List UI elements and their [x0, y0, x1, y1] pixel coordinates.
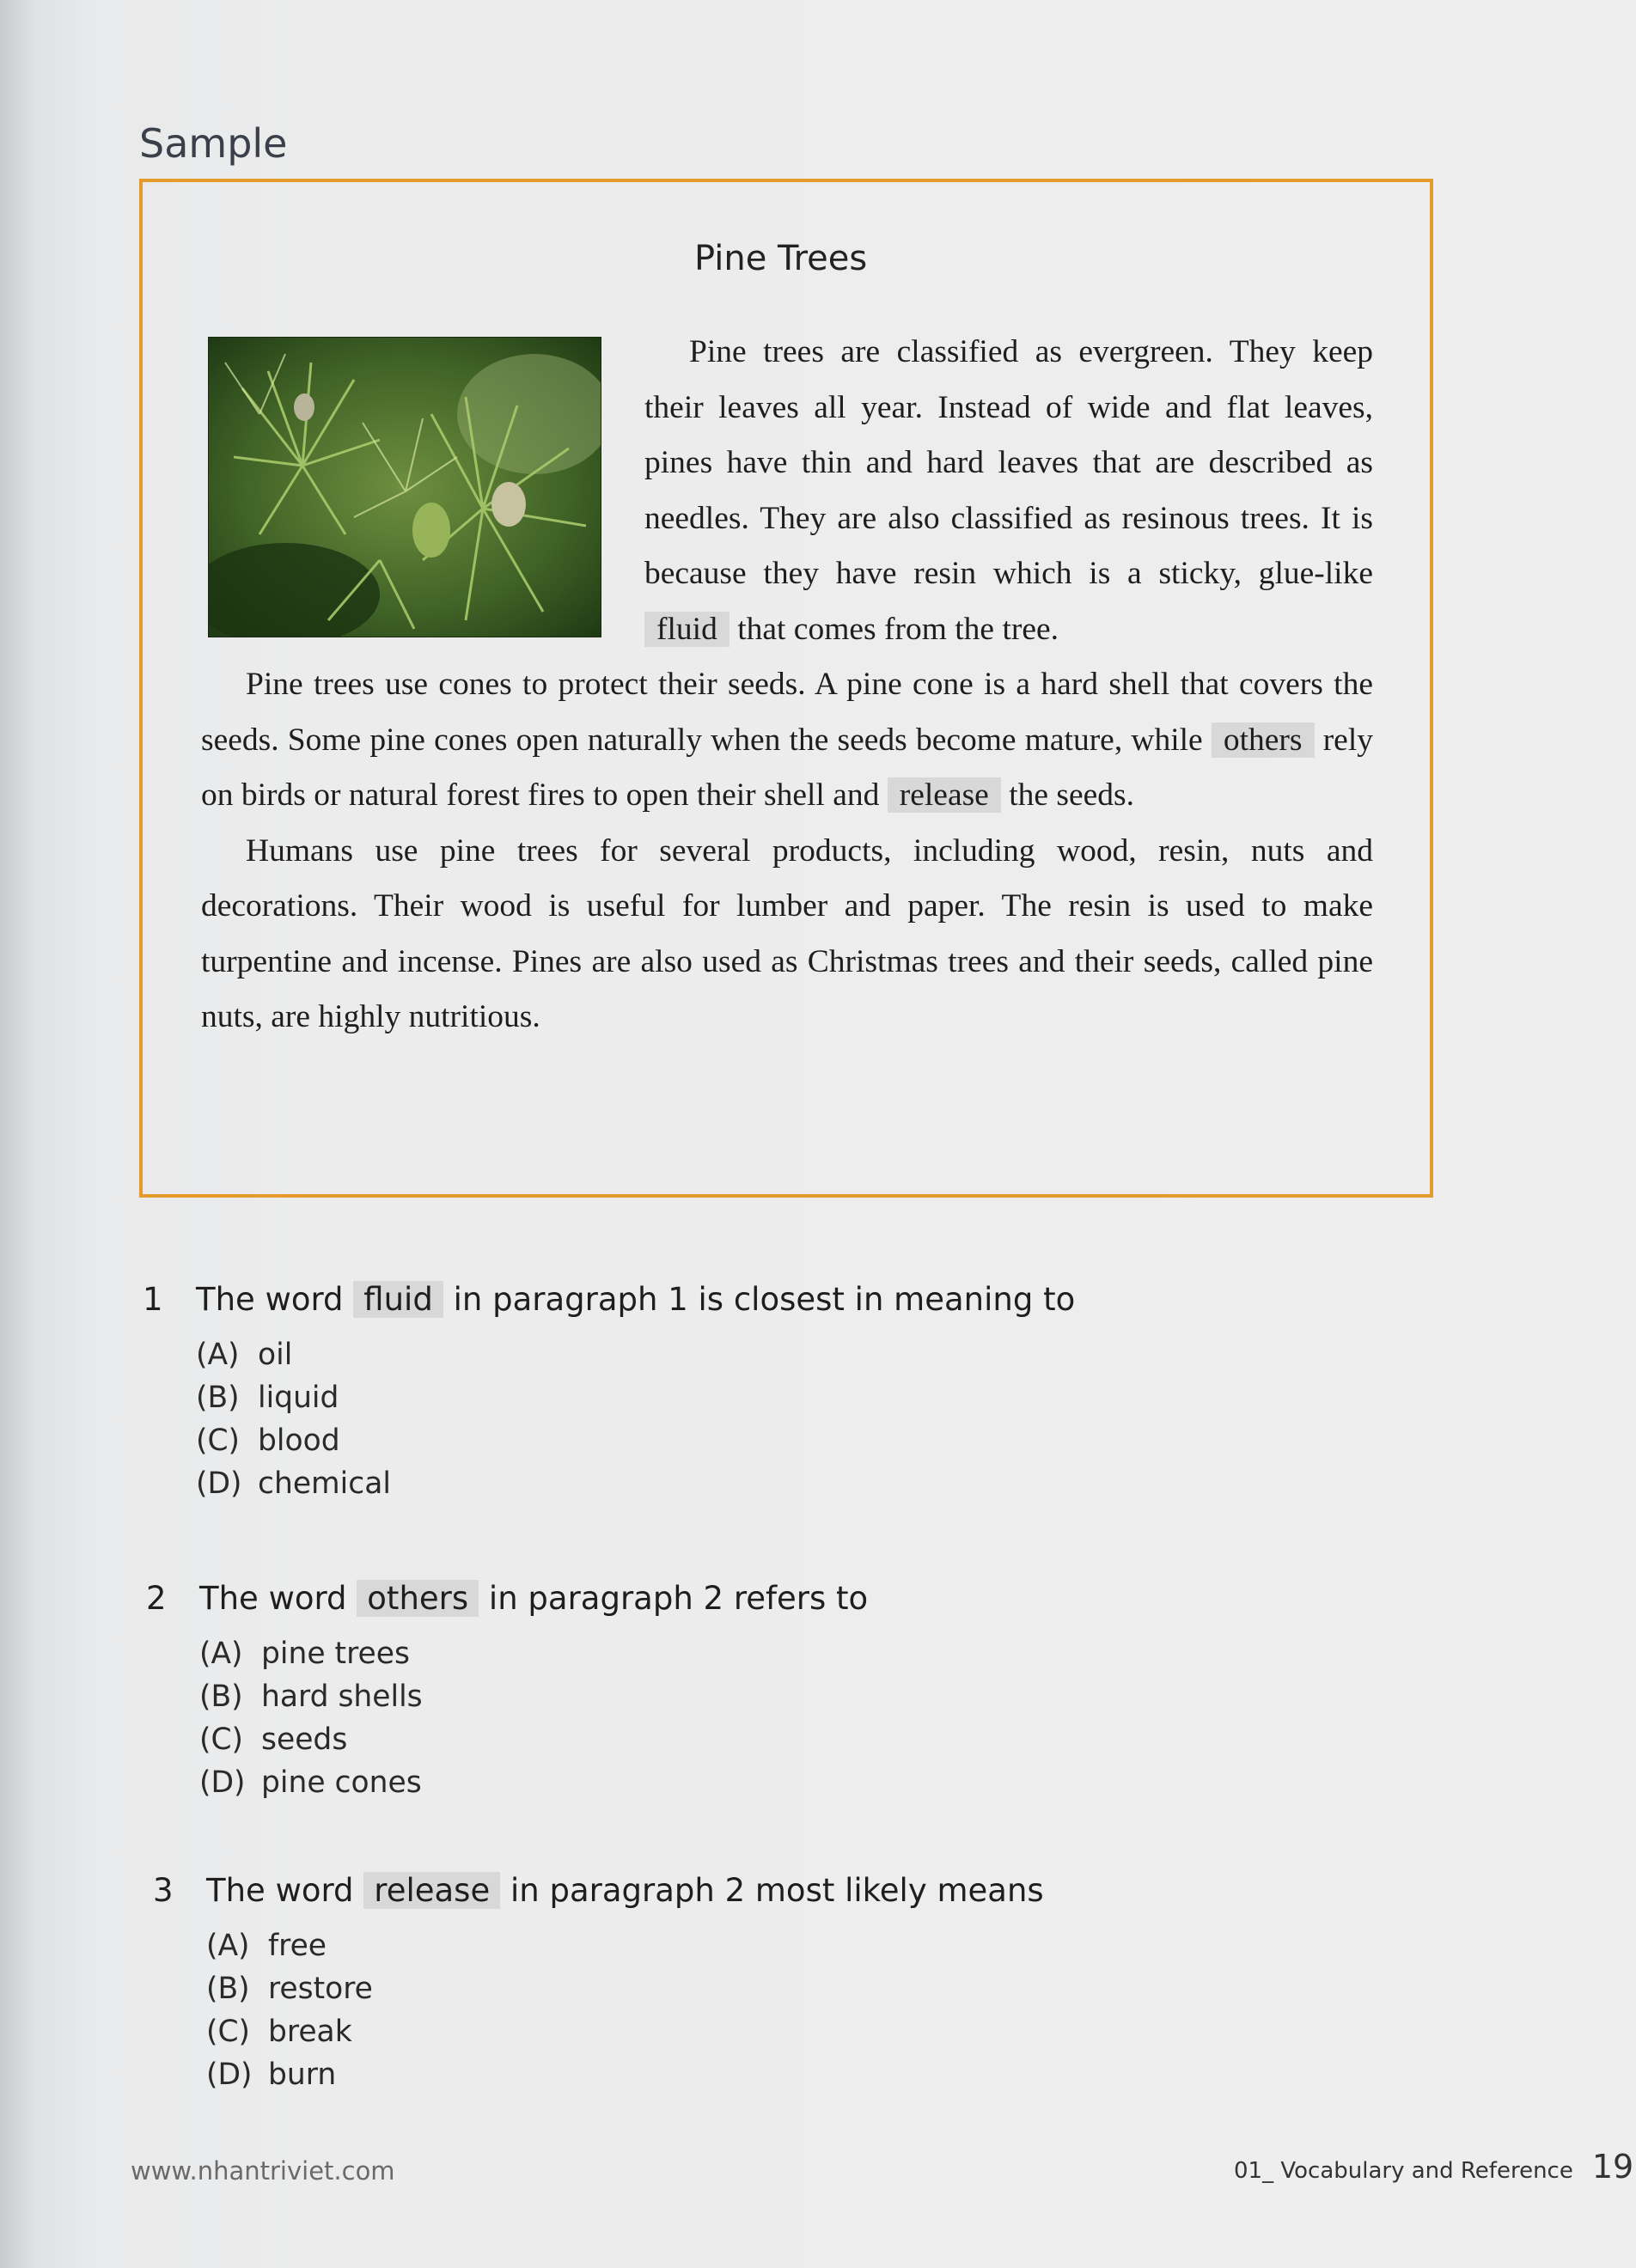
- option-text: chemical: [258, 1466, 391, 1501]
- option-text: oil: [258, 1338, 293, 1372]
- paragraph-2-text-end: the seeds.: [1009, 777, 1134, 813]
- option-c[interactable]: [196, 1419, 1075, 1462]
- option-b[interactable]: [196, 1376, 1075, 1419]
- paragraph-2-text-middle: rely on birds or natural forest fires to open their shell and: [201, 722, 1373, 813]
- highlight-fluid: fluid: [644, 612, 729, 647]
- footer-website: www.nhantriviet.com: [131, 2156, 395, 2186]
- option-text: restore: [268, 1972, 373, 2006]
- option-letter: (D): [199, 1765, 246, 1800]
- page-number: 19: [1591, 2148, 1634, 2186]
- question-highlight: release: [363, 1872, 500, 1909]
- stem-before: The word: [196, 1281, 344, 1318]
- paragraph-2-text: Pine trees use cones to protect their seeds. A pine cone is a hard shell that covers the seeds. Some pine cones open naturally when the seeds become mature, while: [201, 667, 1373, 758]
- highlight-release: release: [888, 777, 1001, 813]
- stem-after: in paragraph 2 most likely means: [510, 1872, 1044, 1909]
- option-letter: (B): [199, 1680, 243, 1714]
- option-letter: (A): [199, 1637, 243, 1671]
- option-letter: (B): [206, 1972, 250, 2006]
- option-a[interactable]: [199, 1632, 868, 1675]
- option-letter: (D): [196, 1466, 242, 1501]
- answer-options: [206, 1924, 1044, 2096]
- option-letter: (C): [196, 1424, 241, 1458]
- option-c[interactable]: [206, 2010, 1044, 2053]
- question-number: 3: [153, 1872, 174, 1909]
- stem-before: The word: [199, 1580, 347, 1617]
- option-text: liquid: [258, 1381, 339, 1415]
- answer-options: [199, 1632, 868, 1804]
- option-text: pine trees: [261, 1637, 410, 1671]
- option-letter: (A): [196, 1338, 240, 1372]
- option-a[interactable]: [206, 1924, 1044, 1967]
- question-stem: [153, 1869, 1044, 1912]
- option-d[interactable]: [196, 1462, 1075, 1505]
- option-letter: (A): [206, 1929, 250, 1963]
- section-title: Sample: [139, 120, 288, 167]
- option-a[interactable]: [196, 1333, 1075, 1376]
- question-1: [143, 1278, 1075, 1505]
- chapter-label: 01_ Vocabulary and Reference: [1234, 2158, 1573, 2184]
- stem-before: The word: [206, 1872, 354, 1909]
- option-letter: (D): [206, 2058, 253, 2092]
- question-stem: [143, 1278, 1075, 1321]
- option-d[interactable]: [206, 2053, 1044, 2096]
- option-text: hard shells: [261, 1680, 423, 1714]
- option-text: pine cones: [261, 1765, 422, 1800]
- option-c[interactable]: [199, 1718, 868, 1761]
- option-letter: (C): [199, 1722, 244, 1757]
- question-number: 1: [143, 1281, 163, 1318]
- question-stem: [146, 1577, 868, 1620]
- option-letter: (B): [196, 1381, 240, 1415]
- option-d[interactable]: [199, 1761, 868, 1804]
- paragraph-1-text-end: that comes from the tree.: [737, 611, 1059, 647]
- passage-title: Pine Trees: [694, 239, 868, 278]
- question-number: 2: [146, 1580, 167, 1617]
- option-b[interactable]: [199, 1675, 868, 1718]
- footer-chapter-info: [1234, 2148, 1633, 2186]
- paragraph-1-text: Pine trees are classified as evergreen. They keep their leaves all year. Instead of wide and flat leaves, pines have thin and hard leaves that are described as needles. They are also classified as resinous trees. It is because they have resin which is a sticky, glue-like: [644, 334, 1373, 591]
- option-text: seeds: [261, 1722, 348, 1757]
- stem-after: in paragraph 2 refers to: [488, 1580, 869, 1617]
- highlight-others: others: [1212, 722, 1315, 758]
- option-text: burn: [268, 2058, 337, 2092]
- option-text: free: [268, 1929, 327, 1963]
- passage-paragraph-2: [201, 657, 1373, 824]
- answer-options: [196, 1333, 1075, 1505]
- stem-after: in paragraph 1 is closest in meaning to: [453, 1281, 1076, 1318]
- photo-spacer: [201, 325, 644, 657]
- question-highlight: fluid: [353, 1281, 443, 1318]
- question-2: [146, 1577, 868, 1804]
- question-highlight: others: [357, 1580, 479, 1617]
- option-letter: (C): [206, 2015, 251, 2049]
- passage-body: [201, 325, 1373, 1046]
- option-text: break: [268, 2015, 352, 2049]
- passage-paragraph-3: Humans use pine trees for several products, including wood, resin, nuts and decorations. Their wood is useful for lumber and paper. The resin is used to make turpentine and incense. Pines are also used as Christmas trees and their seeds, called pine nuts, are highly nutritious.: [201, 832, 1373, 1034]
- question-3: [153, 1869, 1044, 2096]
- option-b[interactable]: [206, 1967, 1044, 2010]
- option-text: blood: [258, 1424, 340, 1458]
